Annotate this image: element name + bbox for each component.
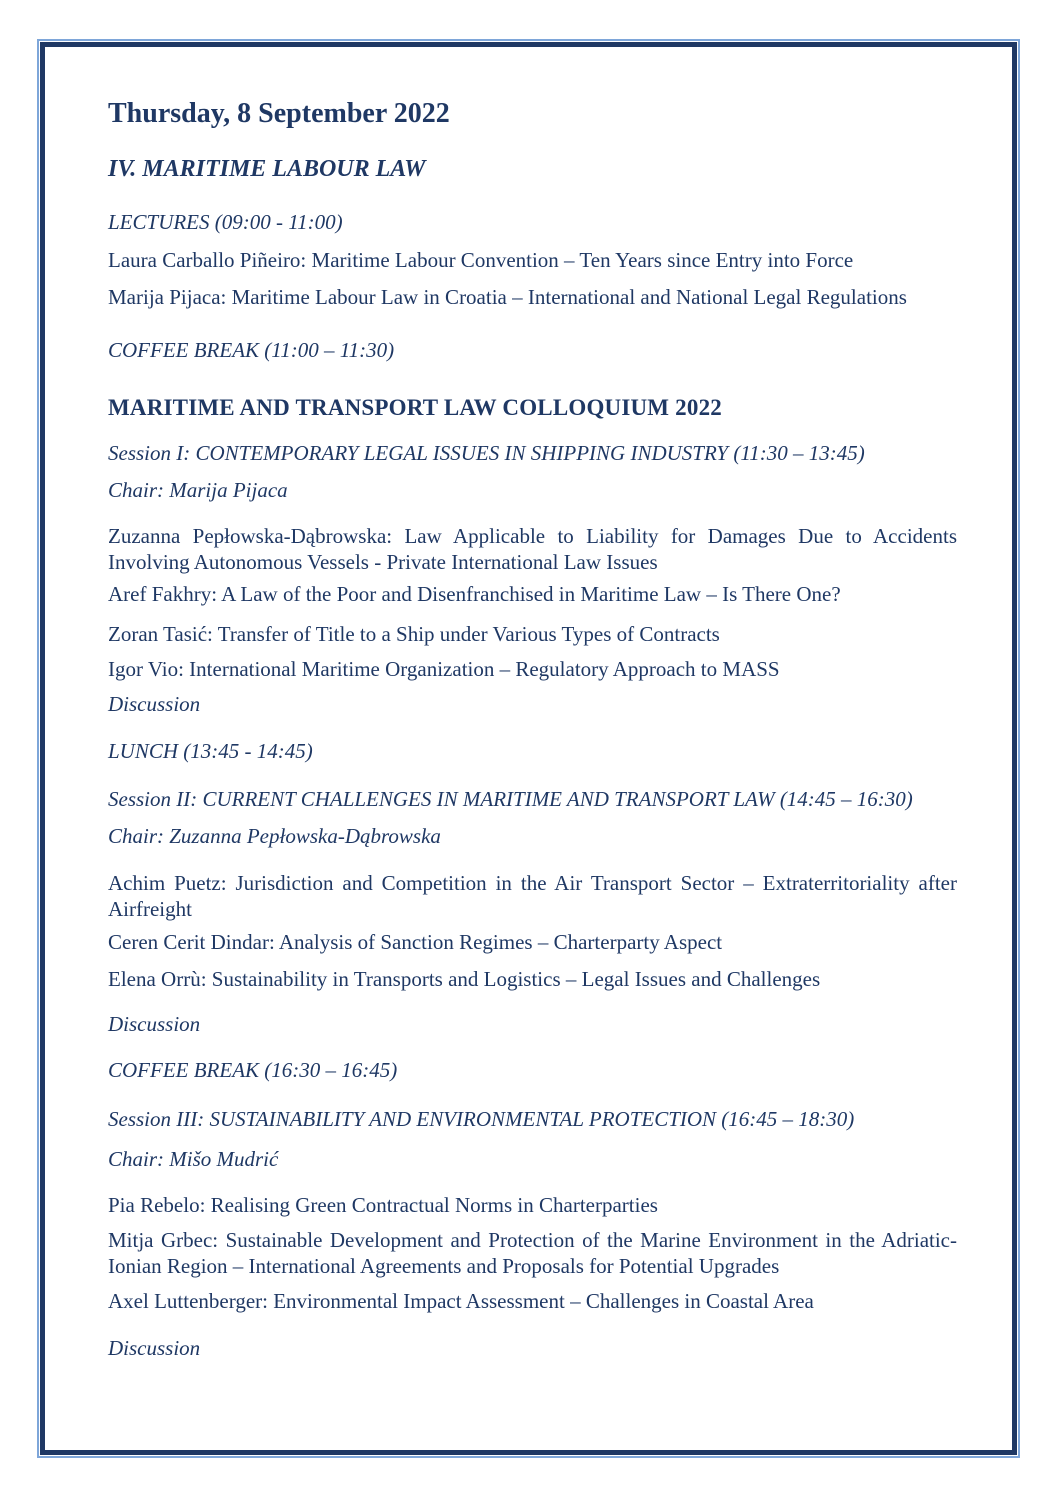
program-page (45, 47, 1012, 1361)
talk-item: Zoran Tasić: Transfer of Title to a Ship under Various Types of Contracts (108, 622, 720, 646)
talk-item: Axel Luttenberger: Environmental Impact Assessment – Challenges in Coastal Area (108, 1289, 814, 1313)
talk-item: Ceren Cerit Dindar: Analysis of Sanction Regimes – Charterparty Aspect (108, 930, 723, 954)
date-heading: Thursday, 8 September 2022 (108, 98, 450, 129)
session-3-heading: Session III: SUSTAINABILITY AND ENVIRONMENTAL PROTECTION (16:45 – 18:30) (108, 1107, 855, 1131)
session-2-heading: Session II: CURRENT CHALLENGES IN MARITIME AND TRANSPORT LAW (14:45 – 16:30) (108, 787, 913, 811)
lecture-item: Laura Carballo Piñeiro: Maritime Labour Convention – Ten Years since Entry into Force (108, 248, 854, 272)
lectures-heading: LECTURES (09:00 - 11:00) (108, 210, 343, 234)
session-3-chair: Chair: Mišo Mudrić (108, 1147, 279, 1171)
discussion-label: Discussion (108, 1336, 201, 1360)
coffee-break-label: COFFEE BREAK (16:30 – 16:45) (108, 1058, 398, 1082)
colloquium-heading: MARITIME AND TRANSPORT LAW COLLOQUIUM 2022 (108, 395, 722, 420)
discussion-label: Discussion (108, 1012, 201, 1036)
discussion-label: Discussion (108, 692, 201, 716)
coffee-break-label: COFFEE BREAK (11:00 – 11:30) (108, 338, 395, 362)
talk-item: Pia Rebelo: Realising Green Contractual Norms in Charterparties (108, 1193, 658, 1217)
talk-item: Zuzanna Pepłowska-Dąbrowska: Law Applicable to Liability for Damages Due to Accidents Involving Autonomous Vessels - Private International Law Issues (108, 524, 957, 574)
lecture-item: Marija Pijaca: Maritime Labour Law in Croatia – International and National Legal Regulations (108, 285, 907, 309)
talk-item: Elena Orrù: Sustainability in Transports and Logistics – Legal Issues and Challenges (108, 967, 821, 991)
session-1-chair: Chair: Marija Pijaca (108, 478, 288, 502)
talk-item: Aref Fakhry: A Law of the Poor and Disenfranchised in Maritime Law – Is There One? (108, 582, 841, 606)
talk-item: Achim Puetz: Jurisdiction and Competition in the Air Transport Sector – Extraterritoriality after Airfreight (108, 871, 957, 921)
part-heading: IV. MARITIME LABOUR LAW (108, 156, 426, 182)
talk-item: Igor Vio: International Maritime Organization – Regulatory Approach to MASS (108, 657, 780, 681)
lunch-label: LUNCH (13:45 - 14:45) (108, 739, 313, 763)
page-frame (40, 42, 1017, 1455)
session-1-heading: Session I: CONTEMPORARY LEGAL ISSUES IN SHIPPING INDUSTRY (11:30 – 13:45) (108, 441, 865, 465)
talk-item: Mitja Grbec: Sustainable Development and Protection of the Marine Environment in the Adriatic-Ionian Region – International Agreements and Proposals for Potential Upgrades (108, 1228, 957, 1278)
session-2-chair: Chair: Zuzanna Pepłowska-Dąbrowska (108, 824, 441, 848)
